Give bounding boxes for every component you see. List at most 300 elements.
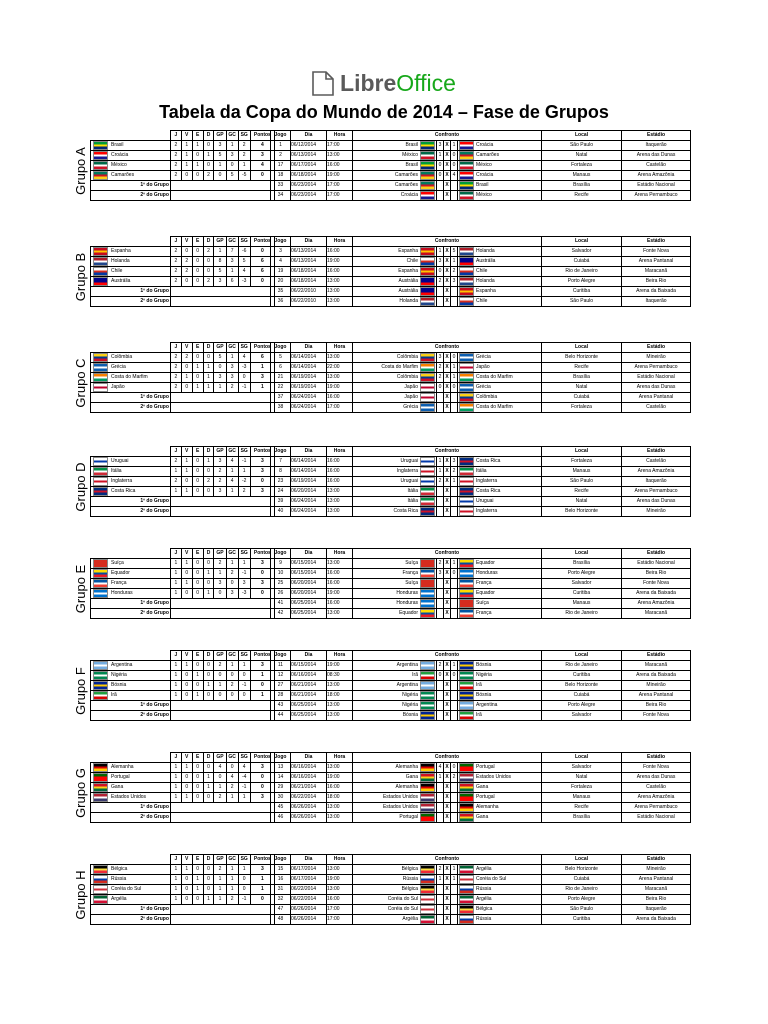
game-stadium: Maracanã [622,661,691,671]
standings-value: 0 [203,865,214,875]
flag-estados-unidos-icon [420,793,435,802]
game-number: 8 [271,467,291,477]
home-team-name: Brasil [405,142,418,148]
home-score [437,497,444,507]
standings-value: 0 [181,569,192,579]
standings-value: 2 [238,151,250,161]
game-stadium: Estádio Nacional [622,813,691,823]
first-of-group-value [170,393,274,403]
standings-header-cell: GC [226,237,238,247]
standings-team [91,257,171,267]
vs-label: X [444,681,451,691]
away-team-name: Uruguai [476,498,494,504]
game-number: 4 [271,257,291,267]
game-stadium: Castelão [622,783,691,793]
away-score: 4 [451,171,458,181]
games-header-local: Local [542,237,622,247]
flag-argelia-icon [420,915,435,924]
standings-header-cell: GC [226,343,238,353]
home-score: 3 [437,257,444,267]
group-label [72,130,90,212]
first-of-group-row [91,181,275,191]
games-header-hora: Hora [327,855,353,865]
games-header-hora: Hora [327,131,353,141]
standings-value: 0 [203,671,214,681]
group-block [72,752,692,834]
flag-mexico-icon [459,161,474,170]
game-number: 36 [271,297,291,307]
first-of-group-value [170,181,274,191]
home-score: 2 [437,363,444,373]
games-header-local: Local [542,651,622,661]
standings-value: 1 [203,151,214,161]
away-score: 0 [451,671,458,681]
standings-value: -1 [238,383,250,393]
game-number: 22 [271,383,291,393]
away-score [451,681,458,691]
standings-value: 1 [226,353,238,363]
group-label-text: Grupo G [73,768,88,818]
flag-estados-unidos-icon [93,793,108,802]
game-stadium: Arena Amazônia [622,599,691,609]
standings-value: 3 [250,457,274,467]
game-row [271,711,691,721]
game-home-team [353,467,437,477]
away-team-name: Argentina [476,702,498,708]
first-of-group-label: 1º do Grupo [91,287,171,297]
standings-value: 0 [192,763,203,773]
game-number: 24 [271,487,291,497]
standings-value: 2 [170,161,181,171]
home-team-name: Croácia [400,192,418,198]
flag-croacia-icon [459,171,474,180]
standings-value: 3 [226,589,238,599]
standings-team [91,383,171,393]
flag-gana-icon [459,783,474,792]
standings-value: 4 [238,763,250,773]
game-home-team [353,691,437,701]
team-name: Camarões [111,172,135,178]
flag-grecia-icon [459,383,474,392]
standings-row [91,161,275,171]
game-time: 16:00 [327,247,353,257]
second-of-group-row [91,915,275,925]
standings-value: 0 [214,171,226,181]
home-score [437,701,444,711]
standings-value: 3 [226,257,238,267]
team-name: Argélia [111,896,127,902]
games-header-confronto: Confronto [353,549,542,559]
game-local: Brasília [542,373,622,383]
standings-value: 1 [203,773,214,783]
standings-value: 1 [181,151,192,161]
game-local: Salvador [542,247,622,257]
standings-value: 1 [170,589,181,599]
games-header-dia: Dia [291,651,327,661]
flag-croacia-icon [459,141,474,150]
standings-header-cell: E [192,237,203,247]
game-row [271,161,691,171]
standings-value: 0 [181,783,192,793]
game-row [271,287,691,297]
first-of-group-label: 1º do Grupo [91,181,171,191]
standings-header-cell: GP [214,549,226,559]
game-local: Fortaleza [542,161,622,171]
game-away-team [458,589,542,599]
game-time: 19:00 [327,589,353,599]
vs-label: X [444,783,451,793]
game-away-team [458,711,542,721]
games-header [271,651,691,661]
game-stadium: Arena Pantanal [622,393,691,403]
game-row [271,609,691,619]
game-number: 6 [271,363,291,373]
game-away-team [458,267,542,277]
game-stadium: Arena das Dunas [622,383,691,393]
standings-value: -3 [238,589,250,599]
standings-value: 1 [181,141,192,151]
team-name: Argentina [111,662,133,668]
games-header-local: Local [542,753,622,763]
game-date: 06/18/2014 [291,277,327,287]
standings-table [90,650,275,721]
home-team-name: Bósnia [402,712,418,718]
flag-italia-icon [420,487,435,496]
team-name: Gana [111,784,124,790]
second-of-group-row [91,191,275,201]
standings-value: 2 [226,895,238,905]
game-stadium: Castelão [622,161,691,171]
second-of-group-label: 2º do Grupo [91,609,171,619]
game-number: 44 [271,711,291,721]
standings-value: 6 [250,267,274,277]
game-local: Belo Horizonte [542,865,622,875]
flag-japao-icon [420,383,435,392]
away-team-name: Portugal [476,764,495,770]
game-number: 30 [271,793,291,803]
home-team-name: Holanda [399,298,418,304]
group-block [72,548,692,630]
game-number: 19 [271,267,291,277]
home-team-name: Portugal [399,814,418,820]
flag-portugal-icon [420,813,435,822]
flag-camaroes-icon [420,181,435,190]
game-stadium: Arena das Dunas [622,497,691,507]
away-team-name: Chile [476,298,488,304]
home-team-name: Inglaterra [396,468,418,474]
game-away-team [458,161,542,171]
game-number: 40 [271,507,291,517]
home-team-name: Coréia do Sul [387,906,418,912]
game-home-team [353,353,437,363]
game-stadium: Arena Pantanal [622,875,691,885]
flag-inglaterra-icon [459,507,474,516]
game-date: 06/25/2014 [291,711,327,721]
game-date: 06/14/2014 [291,353,327,363]
game-home-team [353,171,437,181]
game-date: 06/12/2014 [291,141,327,151]
flag-colombia-icon [420,373,435,382]
flag-portugal-icon [459,763,474,772]
games-header-confronto: Confronto [353,343,542,353]
game-number: 12 [271,671,291,681]
flag-argentina-icon [459,701,474,710]
vs-label: X [444,885,451,895]
standings-value: 1 [226,875,238,885]
vs-label: X [444,803,451,813]
game-home-team [353,569,437,579]
standings-team [91,865,171,875]
game-stadium: Arena Pernambuco [622,191,691,201]
home-score: 3 [437,141,444,151]
home-team-name: França [402,570,418,576]
game-row [271,701,691,711]
standings-value: 1 [226,267,238,277]
standings-value: 0 [238,691,250,701]
standings-row [91,783,275,793]
standings-value: 1 [203,783,214,793]
game-local: Natal [542,497,622,507]
game-local: Manaus [542,599,622,609]
standings-value: 0 [192,277,203,287]
standings-value: 0 [181,875,192,885]
home-team-name: Argélia [402,916,418,922]
flag-espanha-icon [420,247,435,256]
flag-portugal-icon [459,793,474,802]
second-of-group-label: 2º do Grupo [91,191,171,201]
standings-value: 2 [170,457,181,467]
standings-value: 0 [203,661,214,671]
game-time: 13:00 [327,803,353,813]
games-header-local: Local [542,343,622,353]
standings-header-blank [91,651,171,661]
first-of-group-row [91,287,275,297]
away-score: 1 [451,141,458,151]
standings-value: 1 [226,141,238,151]
standings-value: 1 [250,875,274,885]
games-header-estadio: Estádio [622,237,691,247]
standings-value: 1 [203,681,214,691]
game-number: 46 [271,813,291,823]
second-of-group-value [170,609,274,619]
group-block [72,130,692,212]
standings-value: 0 [203,885,214,895]
standings-header-cell: SG [238,549,250,559]
standings-table [90,130,275,201]
standings-value: 1 [181,865,192,875]
home-team-name: Nigéria [402,692,418,698]
game-away-team [458,297,542,307]
standings-header-cell: GP [214,651,226,661]
game-away-team [458,813,542,823]
game-stadium: Mineirão [622,865,691,875]
standings-value: 0 [192,783,203,793]
flag-nigeria-icon [459,671,474,680]
standings-value: 0 [192,457,203,467]
home-team-name: Equador [399,610,418,616]
standings-value: 0 [238,885,250,895]
game-number: 21 [271,373,291,383]
standings-header-cell: GC [226,549,238,559]
game-row [271,865,691,875]
game-local: Belo Horizonte [542,353,622,363]
game-stadium: Fonte Nova [622,763,691,773]
standings-value: 1 [238,661,250,671]
standings-value: 0 [203,691,214,701]
standings-header-cell: GP [214,753,226,763]
game-stadium: Beira Rio [622,701,691,711]
standings-value: 3 [250,865,274,875]
game-home-team [353,599,437,609]
standings-value: 2 [181,267,192,277]
standings-header-cell: D [203,651,214,661]
standings-value: 3 [226,151,238,161]
team-name: Austrália [111,278,131,284]
game-row [271,393,691,403]
away-team-name: México [476,192,492,198]
flag-franca-icon [420,569,435,578]
game-number: 41 [271,599,291,609]
vs-label: X [444,477,451,487]
standings-team [91,373,171,383]
standings-value: 7 [226,247,238,257]
standings-row [91,277,275,287]
standings-header-cell: J [170,753,181,763]
vs-label: X [444,171,451,181]
games-header-hora: Hora [327,753,353,763]
flag-estados-unidos-icon [459,773,474,782]
game-home-team [353,403,437,413]
away-score [451,793,458,803]
game-away-team [458,915,542,925]
standings-value: 1 [192,383,203,393]
games-table [270,130,691,201]
vs-label: X [444,497,451,507]
home-team-name: Austrália [398,288,418,294]
standings-value: 1 [170,671,181,681]
standings-header-cell: J [170,855,181,865]
games-header-dia: Dia [291,549,327,559]
standings-team [91,363,171,373]
game-time: 17:00 [327,181,353,191]
flag-alemanha-icon [420,783,435,792]
standings-value: 0 [203,875,214,885]
standings-value: 2 [181,353,192,363]
away-team-name: Espanha [476,288,496,294]
game-row [271,885,691,895]
games-header-local: Local [542,447,622,457]
game-home-team [353,287,437,297]
flag-italia-icon [93,467,108,476]
flag-equador-icon [459,589,474,598]
games-header-estadio: Estádio [622,651,691,661]
standings-value: -2 [238,477,250,487]
away-team-name: Croácia [476,172,494,178]
away-team-name: Costa do Marfim [476,404,513,410]
flag-honduras-icon [420,599,435,608]
standings-team [91,579,171,589]
games-header-estadio: Estádio [622,753,691,763]
standings-header-cell: J [170,549,181,559]
home-score [437,403,444,413]
game-stadium: Arena Amazônia [622,793,691,803]
flag-coreia-do-sul-icon [420,895,435,904]
game-away-team [458,793,542,803]
game-date: 06/13/2014 [291,257,327,267]
game-home-team [353,885,437,895]
first-of-group-value [170,803,274,813]
standings-value: 2 [238,487,250,497]
standings-header-cell: E [192,131,203,141]
home-team-name: Suíça [405,560,418,566]
flag-alemanha-icon [420,763,435,772]
standings-value: 5 [226,171,238,181]
standings-value: 1 [250,691,274,701]
vs-label: X [444,865,451,875]
game-time: 17:00 [327,191,353,201]
home-team-name: Coréia do Sul [387,896,418,902]
home-team-name: Grécia [403,404,418,410]
game-row [271,267,691,277]
standings-value: 1 [181,793,192,803]
away-score: 1 [451,373,458,383]
game-number: 34 [271,191,291,201]
game-away-team [458,599,542,609]
standings-value: 5 [214,353,226,363]
home-team-name: Camarões [394,172,418,178]
game-time: 13:00 [327,297,353,307]
vs-label: X [444,579,451,589]
vs-label: X [444,691,451,701]
away-team-name: Austrália [476,258,496,264]
standings-value: 2 [170,353,181,363]
flag-argentina-icon [420,681,435,690]
standings-value: 1 [181,457,192,467]
standings-value: 2 [226,569,238,579]
game-home-team [353,609,437,619]
flag-camaroes-icon [93,171,108,180]
games-header-estadio: Estádio [622,447,691,457]
game-time: 13:00 [327,559,353,569]
game-away-team [458,681,542,691]
game-row [271,257,691,267]
away-team-name: Brasil [476,182,489,188]
game-away-team [458,353,542,363]
game-date: 06/26/2014 [291,803,327,813]
home-score [437,287,444,297]
game-away-team [458,507,542,517]
vs-label: X [444,559,451,569]
home-team-name: Irã [412,672,418,678]
standings-value: 1 [192,875,203,885]
games-header-dia: Dia [291,131,327,141]
game-date: 06/13/2014 [291,247,327,257]
game-local: Curitiba [542,589,622,599]
game-away-team [458,181,542,191]
away-score [451,691,458,701]
home-score: 1 [437,457,444,467]
group-label-text: Grupo B [73,252,88,302]
game-local: São Paulo [542,297,622,307]
game-date: 06/25/2014 [291,609,327,619]
flag-brasil-icon [459,181,474,190]
game-date: 06/22/2014 [291,793,327,803]
home-score [437,905,444,915]
away-team-name: Equador [476,560,495,566]
game-number: 42 [271,609,291,619]
home-score [437,599,444,609]
games-header-jogo: Jogo [271,549,291,559]
